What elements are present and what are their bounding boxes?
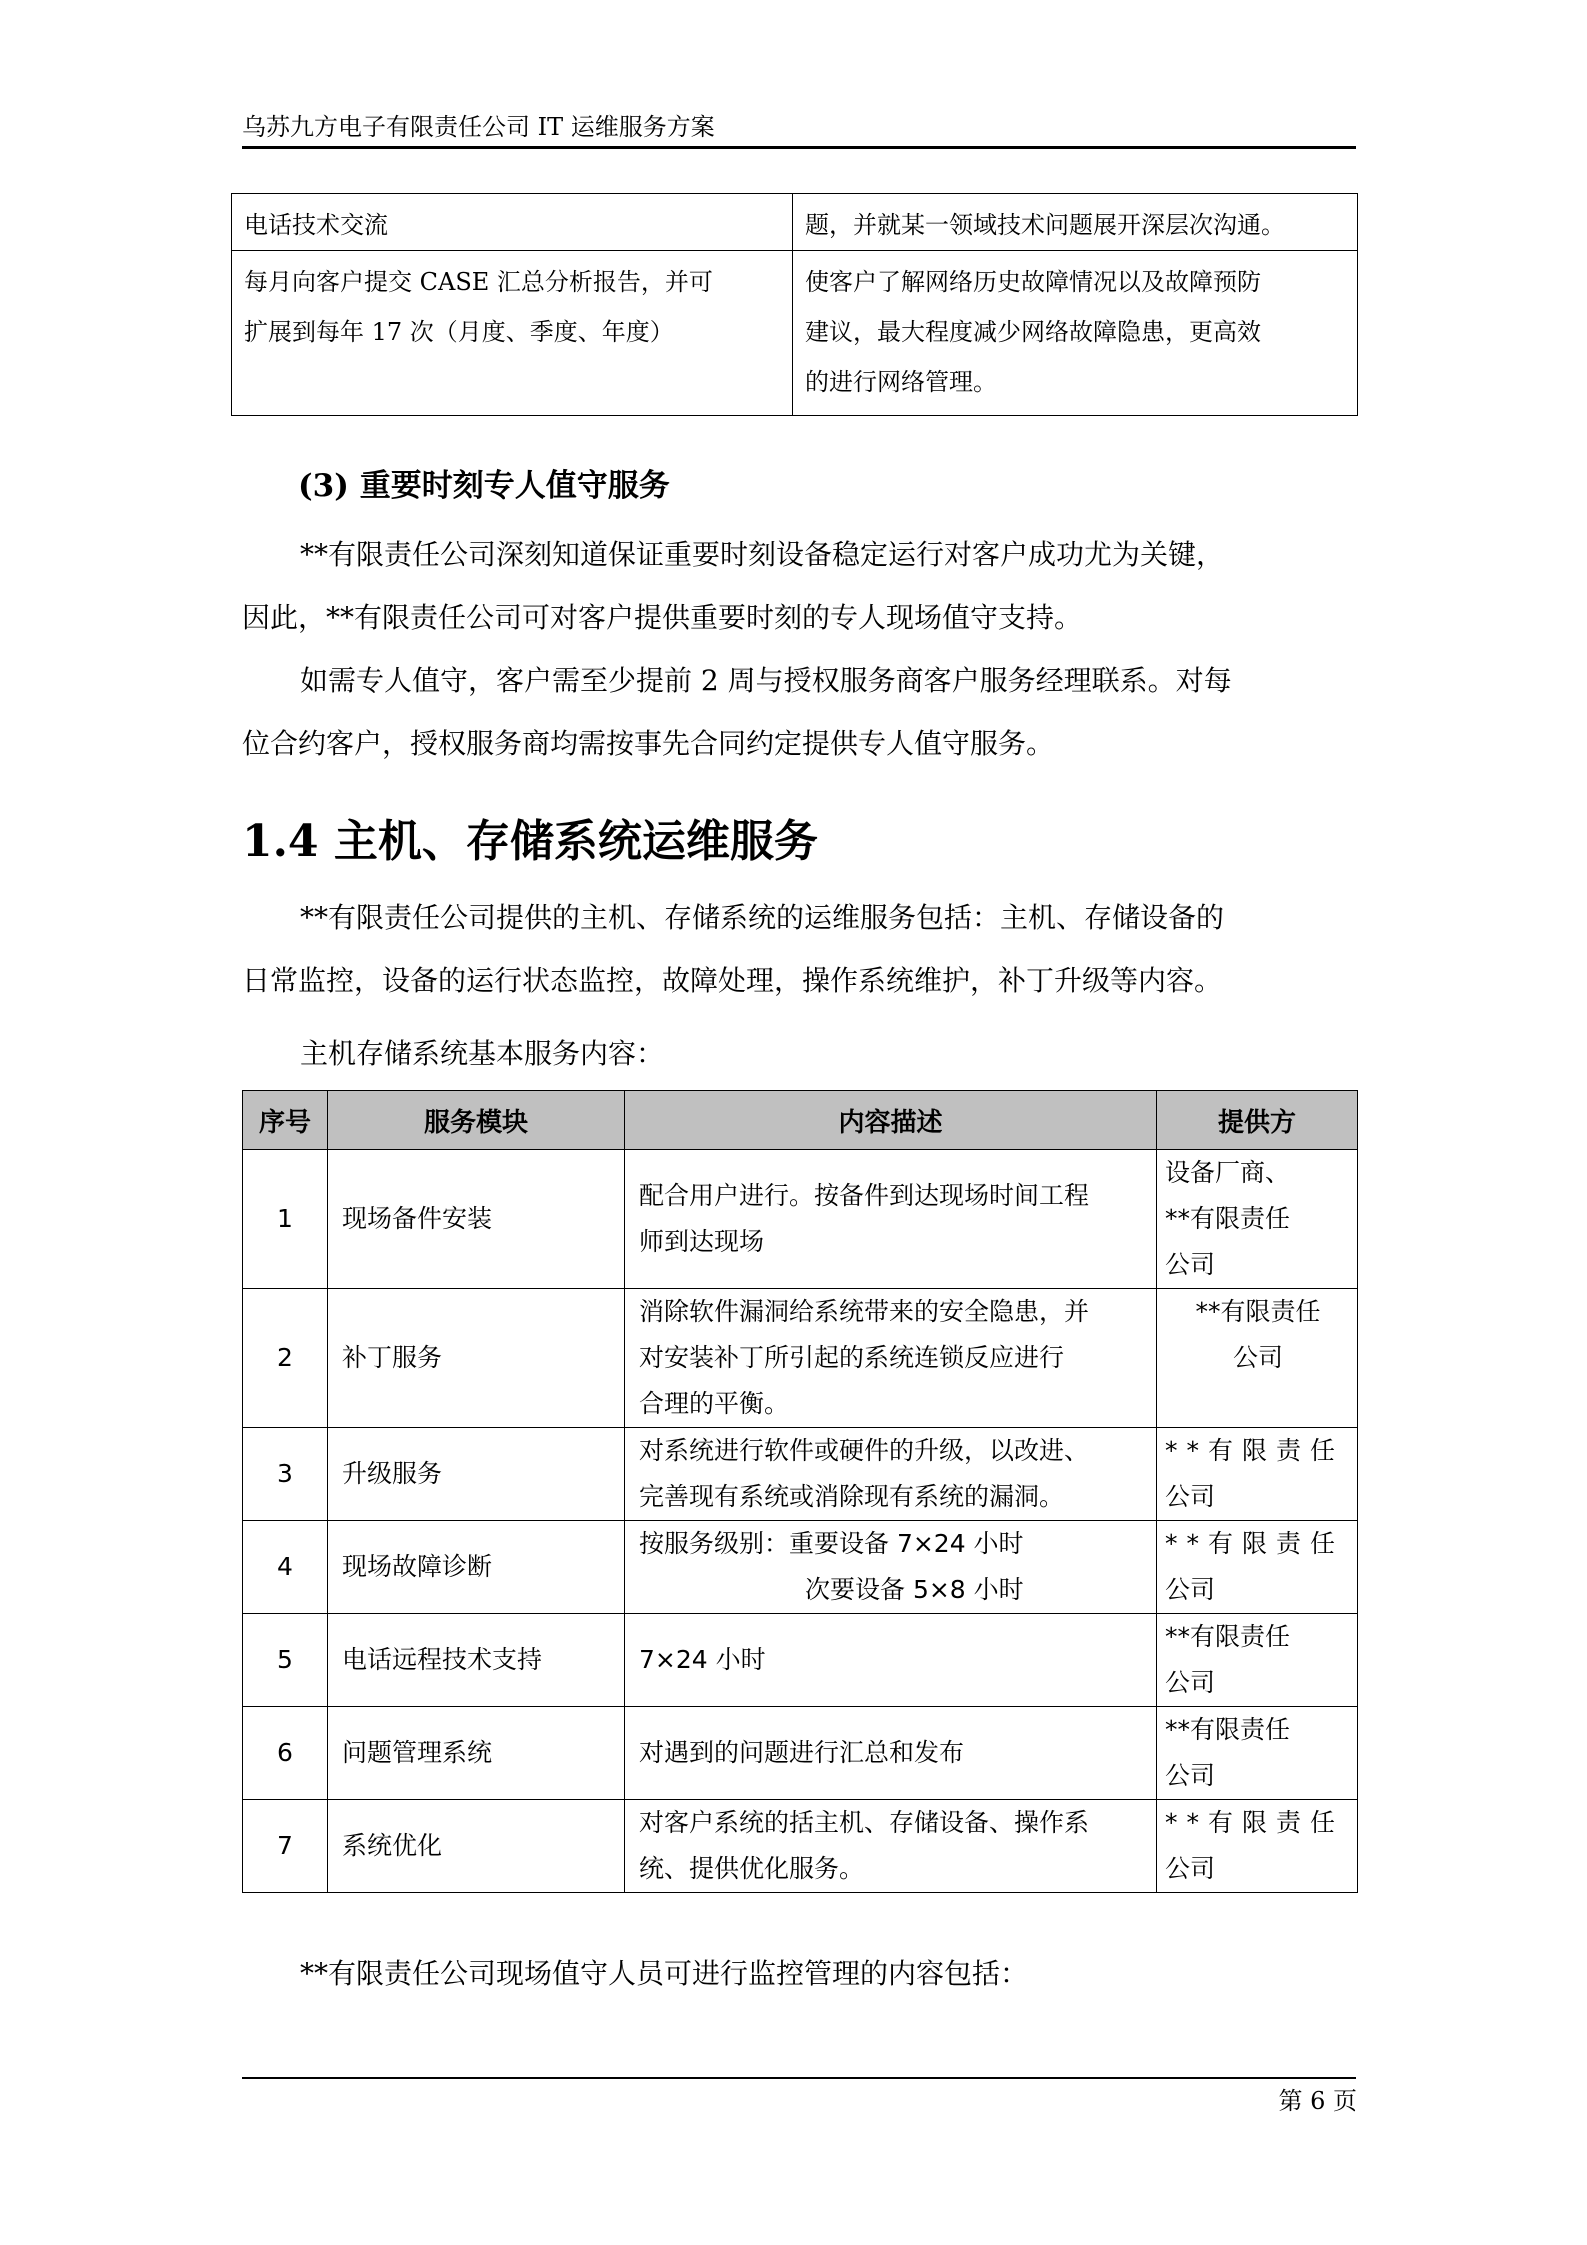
table-row (243, 1150, 1358, 1289)
row-number: 1 (243, 1150, 328, 1289)
table-row (243, 1521, 1358, 1614)
service-provider (1157, 1614, 1358, 1707)
provider-line: **有限责任 (1165, 1808, 1345, 1837)
table-cell (232, 194, 793, 251)
row-number: 7 (243, 1800, 328, 1893)
provider-line: 设备厂商、 (1165, 1158, 1291, 1187)
footer-rule (242, 2077, 1356, 2079)
description-line: 消除软件漏洞给系统带来的安全隐患，并 (639, 1297, 1090, 1326)
description-line: 师到达现场 (639, 1227, 765, 1256)
description-line: 对客户系统的括主机、存储设备、操作系 (639, 1808, 1090, 1837)
page-number: 第 6 页 (1278, 2087, 1357, 2115)
service-description (625, 1428, 1157, 1521)
service-description (625, 1800, 1157, 1893)
paragraph-line: 如需专人值守，客户需至少提前 2 周与授权服务商客户服务经理联系。对每 (300, 664, 1232, 697)
column-header-description: 内容描述 (625, 1091, 1157, 1150)
row-number: 6 (243, 1707, 328, 1800)
provider-line: **有限责任 (1165, 1622, 1291, 1651)
service-module: 补丁服务 (328, 1289, 625, 1428)
table-cell (793, 251, 1358, 416)
paragraph-line: 因此，**有限责任公司可对客户提供重要时刻的专人现场值守支持。 (242, 601, 1083, 634)
paragraph-line: 主机存储系统基本服务内容： (300, 1037, 665, 1070)
description-line: 次要设备 5×8 小时 (805, 1575, 1024, 1604)
table-row (243, 1800, 1358, 1893)
cell-text: 每月向客户提交 CASE 汇总分析报告，并可 (244, 268, 713, 296)
service-description (625, 1150, 1157, 1289)
row-number: 4 (243, 1521, 328, 1614)
continued-service-table (231, 193, 1358, 416)
service-module: 现场故障诊断 (328, 1521, 625, 1614)
paragraph-line: **有限责任公司深刻知道保证重要时刻设备稳定运行对客户成功尤为关键， (300, 538, 1225, 571)
service-provider (1157, 1289, 1358, 1428)
service-provider (1157, 1428, 1358, 1521)
service-provider (1157, 1521, 1358, 1614)
table-row (232, 194, 1358, 251)
provider-line: 公司 (1165, 1854, 1216, 1883)
provider-line: **有限责任 (1165, 1204, 1291, 1233)
header-rule (242, 146, 1356, 149)
section-1-4-paragraph-1 (242, 886, 1356, 1012)
table-cell (232, 251, 793, 416)
section-3-paragraph-2 (242, 649, 1356, 775)
column-header-no: 序号 (243, 1091, 328, 1150)
description-line: 对遇到的问题进行汇总和发布 (639, 1738, 965, 1767)
row-number: 5 (243, 1614, 328, 1707)
paragraph-line: **有限责任公司现场值守人员可进行监控管理的内容包括： (300, 1957, 1029, 1990)
paragraph-line: 日常监控，设备的运行状态监控，故障处理，操作系统维护，补丁升级等内容。 (242, 964, 1223, 997)
table-row (243, 1614, 1358, 1707)
service-module: 升级服务 (328, 1428, 625, 1521)
provider-line: 公司 (1165, 1761, 1216, 1790)
provider-line: 公司 (1165, 1668, 1216, 1697)
provider-line: 公司 (1232, 1343, 1283, 1372)
section-1-4-paragraph-2 (242, 1022, 1356, 1085)
description-line: 合理的平衡。 (639, 1389, 790, 1418)
description-line: 统、提供优化服务。 (639, 1854, 865, 1883)
column-header-module: 服务模块 (328, 1091, 625, 1150)
section-heading-3: (3) 重要时刻专人值守服务 (298, 468, 670, 504)
service-module: 问题管理系统 (328, 1707, 625, 1800)
host-storage-service-table (242, 1090, 1358, 1893)
service-description (625, 1521, 1157, 1614)
paragraph-line: **有限责任公司提供的主机、存储系统的运维服务包括：主机、存储设备的 (300, 901, 1225, 934)
column-header-provider: 提供方 (1157, 1091, 1358, 1150)
service-provider (1157, 1707, 1358, 1800)
service-module: 现场备件安装 (328, 1150, 625, 1289)
description-line: 对安装补丁所引起的系统连锁反应进行 (639, 1343, 1065, 1372)
service-module: 系统优化 (328, 1800, 625, 1893)
closing-paragraph (242, 1942, 1356, 2005)
service-description (625, 1289, 1157, 1428)
description-line: 对系统进行软件或硬件的升级，以改进、 (639, 1436, 1090, 1465)
provider-line: **有限责任 (1165, 1715, 1291, 1744)
table-row (243, 1707, 1358, 1800)
cell-text: 使客户了解网络历史故障情况以及故障预防 (805, 268, 1261, 296)
service-description (625, 1614, 1157, 1707)
provider-line: **有限责任 (1165, 1436, 1345, 1465)
cell-text: 扩展到每年 17 次（月度、季度、年度） (244, 318, 674, 346)
cell-text: 建议，最大程度减少网络故障隐患，更高效 (805, 318, 1261, 346)
provider-line: 公司 (1165, 1575, 1216, 1604)
service-provider (1157, 1800, 1358, 1893)
row-number: 2 (243, 1289, 328, 1428)
service-module: 电话远程技术支持 (328, 1614, 625, 1707)
provider-line: **有限责任 (1165, 1529, 1345, 1558)
description-line: 7×24 小时 (639, 1645, 766, 1674)
table-cell (793, 194, 1358, 251)
description-line: 配合用户进行。按备件到达现场时间工程 (639, 1181, 1090, 1210)
service-description (625, 1707, 1157, 1800)
row-number: 3 (243, 1428, 328, 1521)
provider-line: 公司 (1165, 1482, 1216, 1511)
cell-text: 的进行网络管理。 (805, 368, 997, 396)
service-provider (1157, 1150, 1358, 1289)
cell-text: 题，并就某一领域技术问题展开深层次沟通。 (805, 211, 1285, 239)
section-3-paragraph-1 (242, 523, 1356, 649)
description-line: 按服务级别：重要设备 7×24 小时 (639, 1529, 1024, 1558)
cell-text: 电话技术交流 (244, 211, 388, 239)
section-heading-1-4: 1.4 主机、存储系统运维服务 (242, 816, 818, 867)
document-header-title: 乌苏九方电子有限责任公司 IT 运维服务方案 (242, 113, 715, 141)
table-header-row (243, 1091, 1358, 1150)
description-line: 完善现有系统或消除现有系统的漏洞。 (639, 1482, 1065, 1511)
table-row (243, 1428, 1358, 1521)
provider-line: 公司 (1165, 1250, 1216, 1279)
paragraph-line: 位合约客户，授权服务商均需按事先合同约定提供专人值守服务。 (242, 727, 1055, 760)
table-row (243, 1289, 1358, 1428)
table-row (232, 251, 1358, 416)
provider-line: **有限责任 (1195, 1297, 1321, 1326)
